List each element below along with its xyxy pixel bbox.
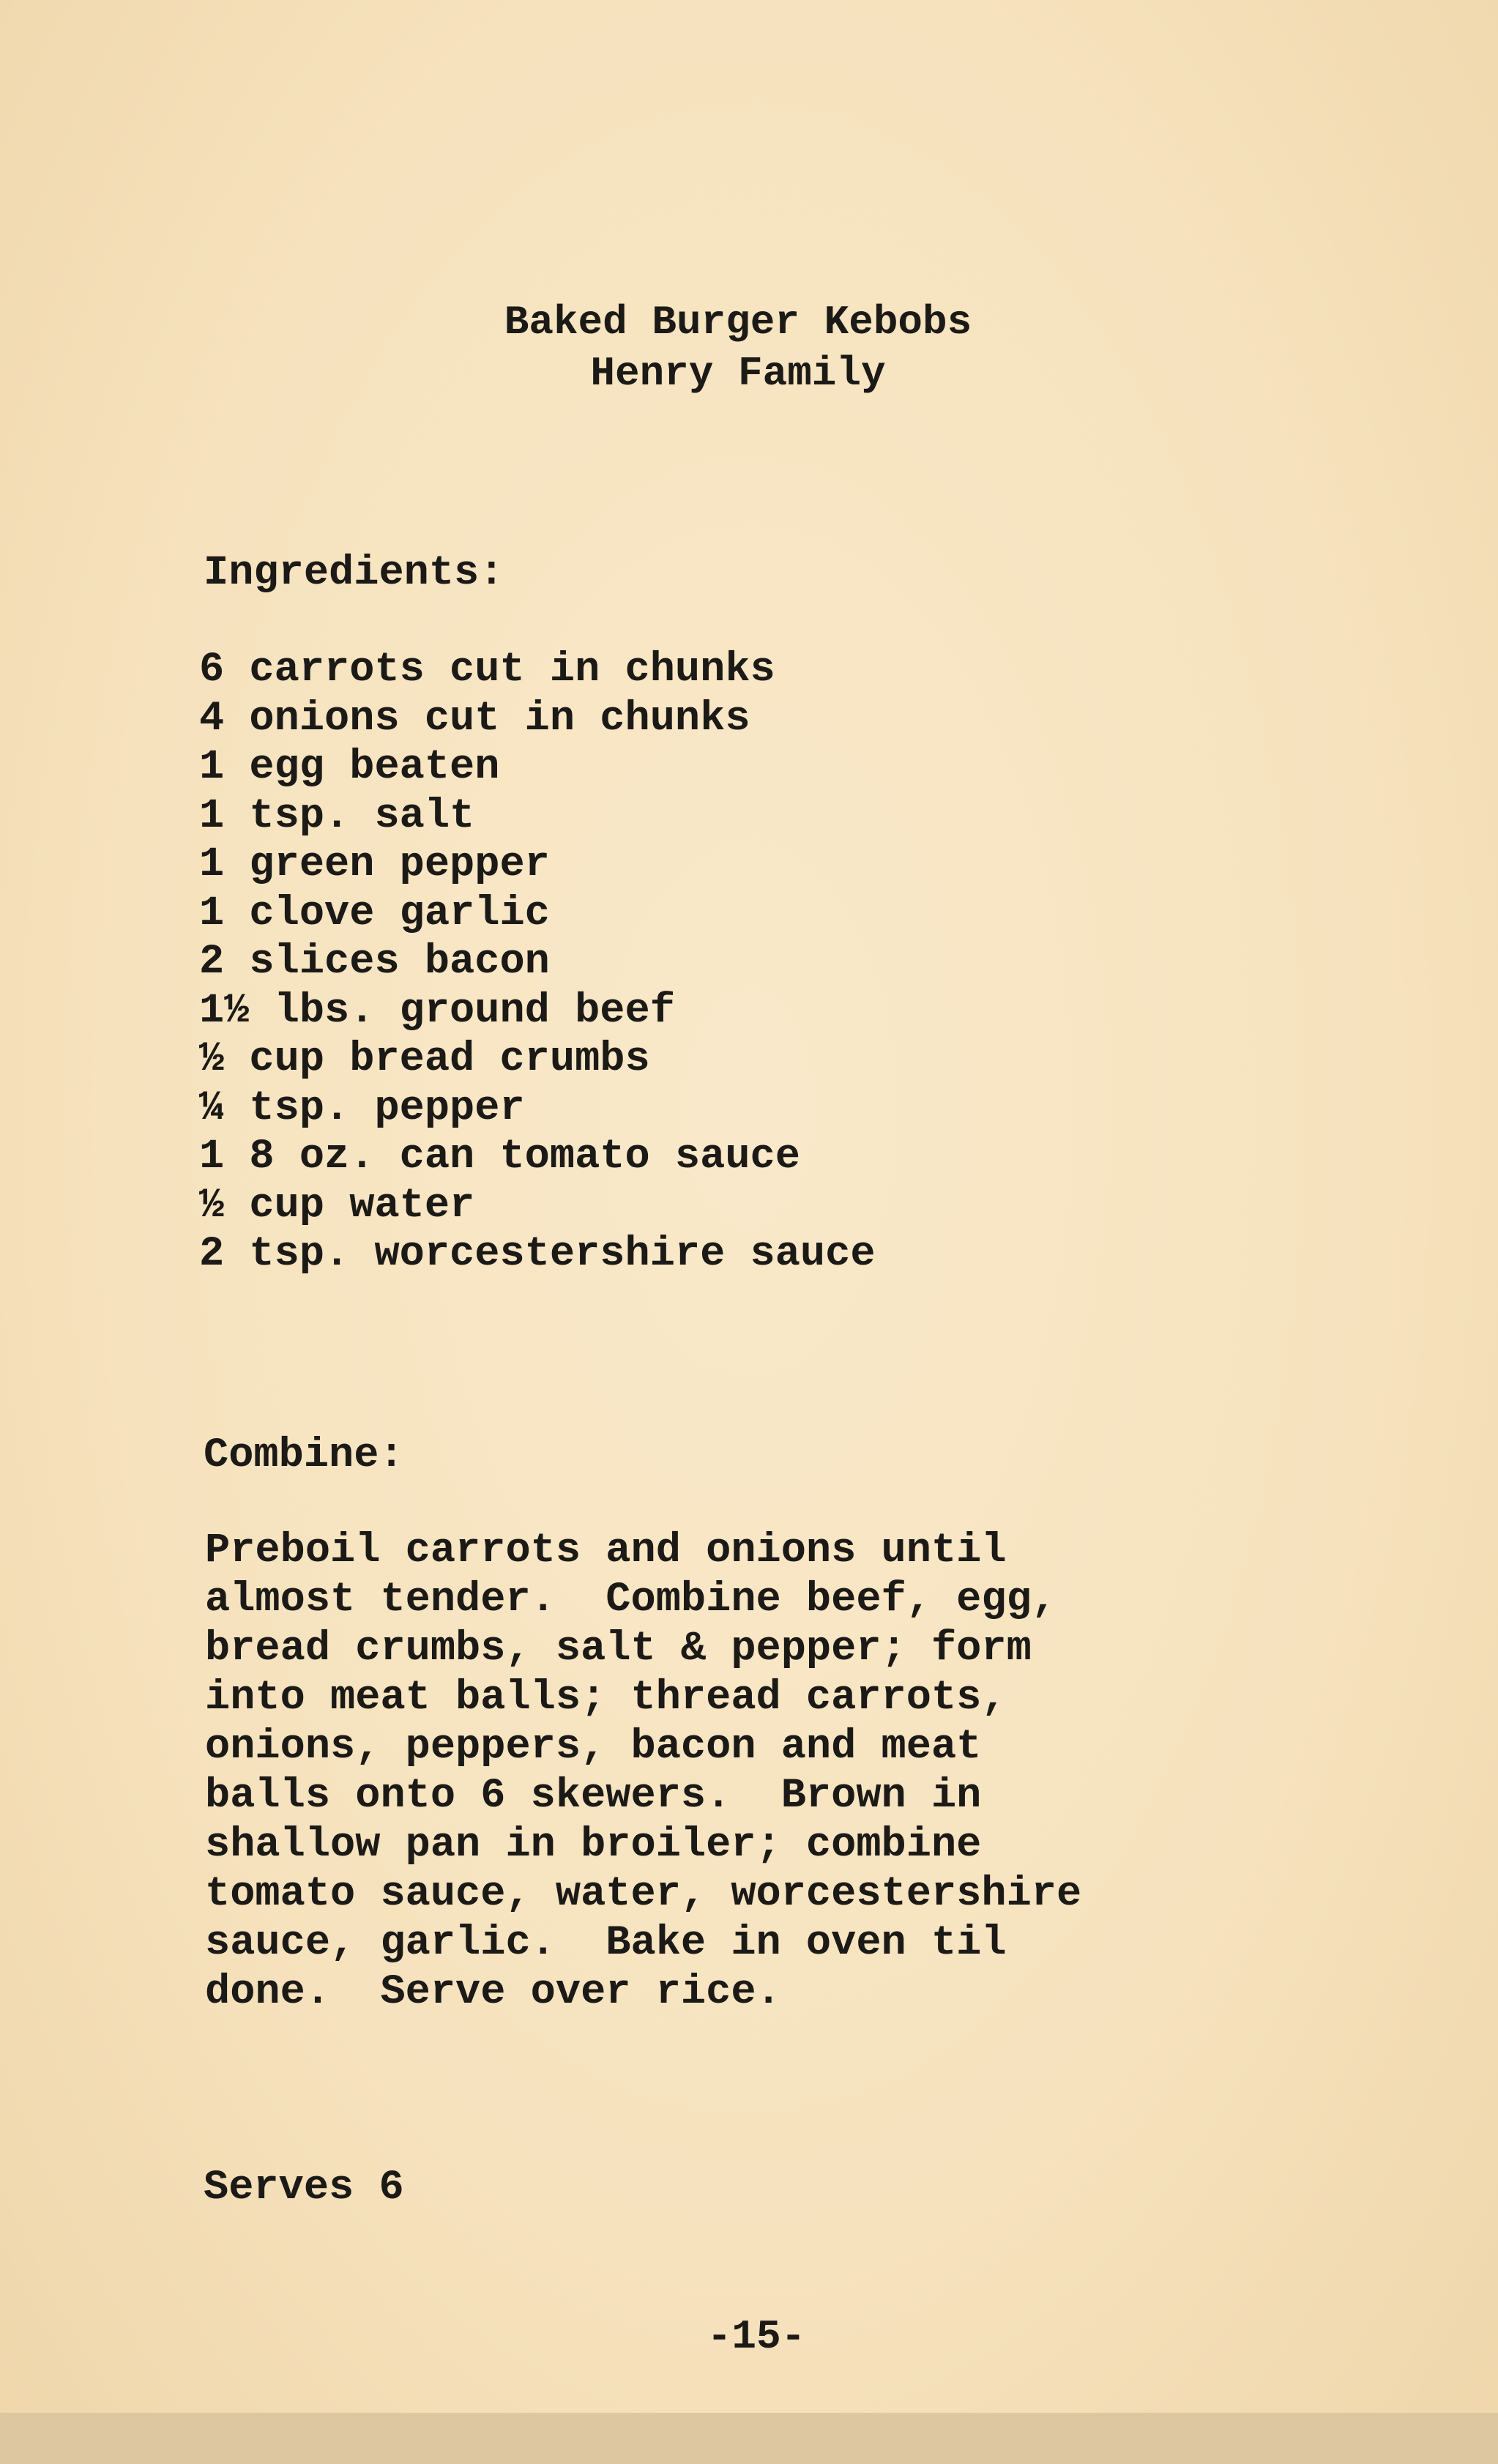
directions-line: into meat balls; thread carrots, xyxy=(205,1675,1007,1722)
ingredient-item: 2 slices bacon xyxy=(199,939,550,986)
directions-line: Preboil carrots and onions until xyxy=(205,1527,1007,1574)
recipe-title: Baked Burger Kebobs xyxy=(504,299,972,346)
recipe-family: Henry Family xyxy=(590,350,886,397)
ingredient-item: ¼ tsp. pepper xyxy=(199,1084,525,1132)
directions-line: bread crumbs, salt & pepper; form xyxy=(205,1626,1032,1672)
ingredient-item: 1 clove garlic xyxy=(199,890,550,937)
directions-line: tomato sauce, water, worcestershire xyxy=(205,1871,1082,1918)
ingredient-item: ½ cup water xyxy=(199,1182,475,1229)
ingredient-item: 4 onions cut in chunks xyxy=(199,695,750,742)
ingredient-item: ½ cup bread crumbs xyxy=(199,1036,650,1083)
ingredients-heading: Ingredients: xyxy=(204,550,504,597)
page-edge-strip xyxy=(0,2413,1498,2464)
directions-line: onions, peppers, bacon and meat xyxy=(205,1724,982,1771)
ingredient-item: 1½ lbs. ground beef xyxy=(199,987,675,1035)
directions-line: balls onto 6 skewers. Brown in xyxy=(205,1773,982,1820)
ingredient-list xyxy=(199,646,876,1279)
directions-line: done. Serve over rice. xyxy=(205,1969,781,2016)
directions-text xyxy=(205,1527,1081,2017)
serves-text: Serves 6 xyxy=(204,2165,404,2211)
page-number: -15- xyxy=(707,2313,806,2360)
directions-line: sauce, garlic. Bake in oven til xyxy=(205,1920,1007,1967)
ingredient-item: 1 tsp. salt xyxy=(199,792,475,840)
ingredient-item: 1 green pepper xyxy=(199,841,550,888)
recipe-header xyxy=(0,297,1498,399)
ingredient-item: 2 tsp. worcestershire sauce xyxy=(199,1231,876,1278)
ingredient-item: 1 egg beaten xyxy=(199,744,500,791)
directions-line: almost tender. Combine beef, egg, xyxy=(205,1577,1057,1623)
ingredient-item: 1 8 oz. can tomato sauce xyxy=(199,1134,800,1180)
combine-heading: Combine: xyxy=(204,1432,404,1479)
ingredient-item: 6 carrots cut in chunks xyxy=(199,647,775,693)
directions-line: shallow pan in broiler; combine xyxy=(205,1822,982,1869)
